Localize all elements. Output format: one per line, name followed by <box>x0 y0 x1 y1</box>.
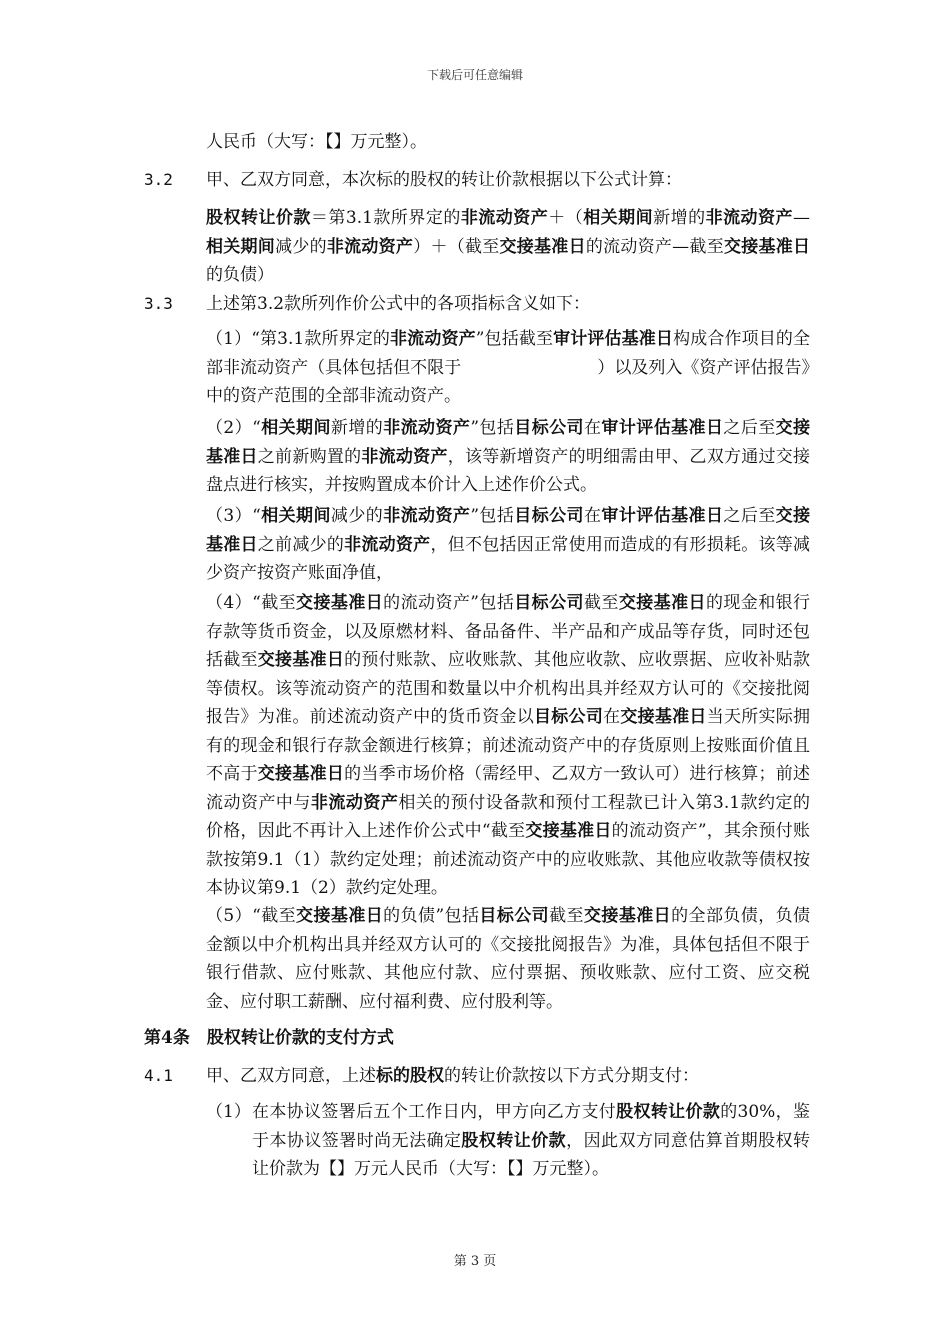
clause-3-3-text: 上述第3.2款所列作价公式中的各项指标含义如下： <box>206 294 591 314</box>
definition-item-4: （4）“截至交接基准日的流动资产”包括目标公司截至交接基准日的现金和银行存款等货币资金，以及原燃材料、备品备件、半产品和产成品等存货，同时还包括截至交接基准日的预付账款、应收账款、其他应收款、应收票据、应收补贴款等债权。该等流动资产的范围和数量以中介机构出具并经双方认可的《交接批阅报告》为准。前述流动资产中的货币资金以目标公司在交接基准日当天所实际拥有的现金和银行存款金额进行核算；前述流动资产中的存货原则上按账面价值且不高于交接基准日的当季市场价格（需经甲、乙双方一致认可）进行核算；前述流动资产中与非流动资产相关的预付设备款和预付工程款已计入第3.1款约定的价格，因此不再计入上述作价公式中“截至交接基准日的流动资产”，其余预付账款按第9.1（1）款约定处理；前述流动资产中的应收账款、其他应收款等债权按本协议第9.1（2）款约定处理。 <box>206 593 811 898</box>
payment-item-label: （1） <box>206 1102 251 1122</box>
definition-item-1: （1）“第3.1款所界定的非流动资产”包括截至审计评估基准日构成合作项目的全部非流动资产（具体包括但不限于 ）以及列入《资产评估报告》中的资产范围的全部非流动资产。 <box>206 329 811 406</box>
article-4-heading: 第4条 股权转让价款的支付方式 <box>144 1028 394 1048</box>
page-header: 下载后可任意编辑 <box>426 68 523 82</box>
payment-item-1: 在本协议签署后五个工作日内，甲方向乙方支付股权转让价款的30%，鉴于本协议签署时尚无法确定股权转让价款，因此双方同意估算首期股权转让价款为【】万元人民币（大写：【】万元整）。 <box>252 1102 811 1179</box>
clause-number-3-3: 3.3 <box>144 294 173 313</box>
clause-3-2-text: 甲、乙双方同意，本次标的股权的转让价款根据以下公式计算： <box>206 170 682 190</box>
clause-number-4-1: 4.1 <box>144 1066 173 1085</box>
price-formula: 股权转让价款＝第3.1款所界定的非流动资产＋（相关期间新增的非流动资产—相关期间减少的非流动资产）＋（截至交接基准日的流动资产—截至交接基准日的负债） <box>206 208 811 285</box>
definition-item-3: （3）“相关期间减少的非流动资产”包括目标公司在审计评估基准日之后至交接基准日之前减少的非流动资产，但不包括因正常使用而造成的有形损耗。该等减少资产按资产账面净值， <box>206 506 811 583</box>
definition-item-5: （5）“截至交接基准日的负债”包括目标公司截至交接基准日的全部负债，负债金额以中介机构出具并经双方认可的《交接批阅报告》为准，具体包括但不限于银行借款、应付账款、其他应付款、应付票据、预收账款、应付工资、应交税金、应付职工薪酬、应付福利费、应付股利等。 <box>206 906 811 1012</box>
continued-line: 人民币（大写：【】万元整）。 <box>206 132 427 152</box>
clause-4-1-text: 甲、乙双方同意，上述标的股权的转让价款按以下方式分期支付： <box>206 1066 699 1086</box>
clause-number-3-2: 3.2 <box>144 170 173 189</box>
definition-item-2: （2）“相关期间新增的非流动资产”包括目标公司在审计评估基准日之后至交接基准日之前新购置的非流动资产，该等新增资产的明细需由甲、乙双方通过交接盘点进行核实，并按购置成本价计入上述作价公式。 <box>206 418 811 495</box>
page-number: 第 3 页 <box>453 1254 497 1269</box>
